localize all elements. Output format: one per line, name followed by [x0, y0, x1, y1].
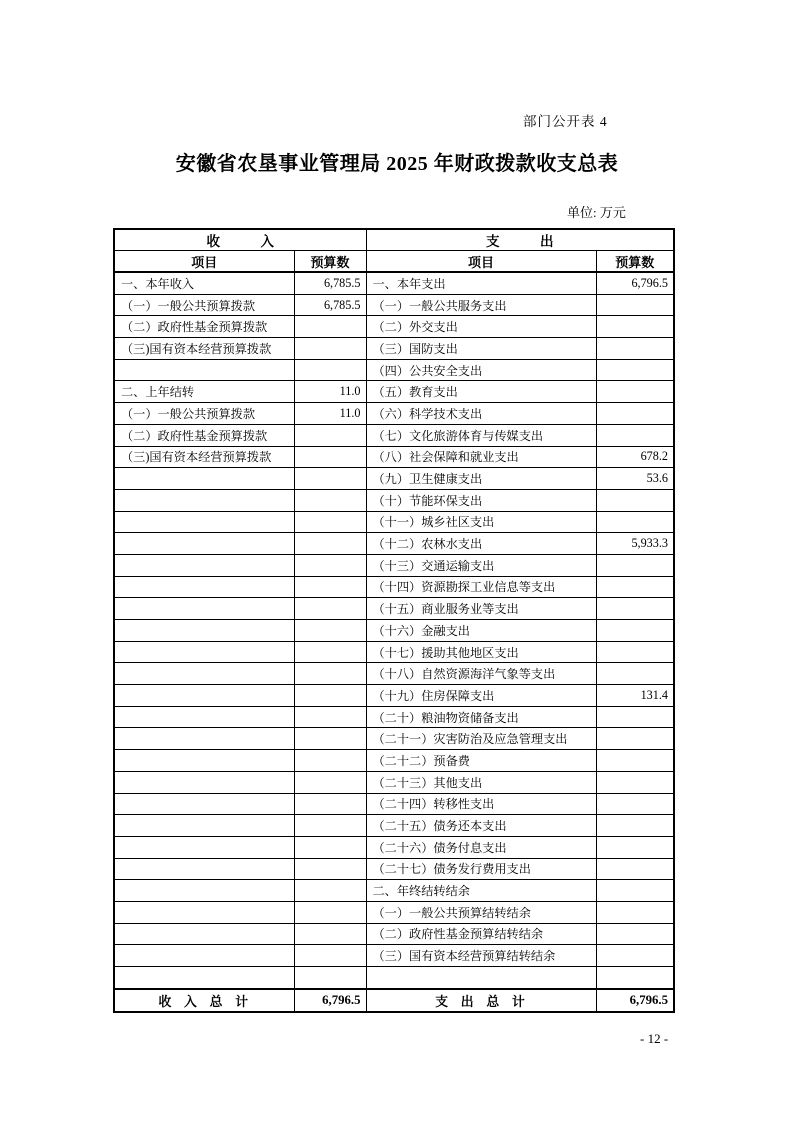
table-row	[114, 728, 674, 750]
expenditure-item-cell: （二）政府性基金预算结转结余	[366, 923, 596, 945]
income-item-cell: （一）一般公共预算拨款	[114, 294, 294, 316]
income-item-cell	[114, 489, 294, 511]
income-item-cell	[114, 750, 294, 772]
expenditure-item-cell: （九）卫生健康支出	[366, 468, 596, 490]
expenditure-item-cell: （十三）交通运输支出	[366, 554, 596, 576]
unit-label: 单位: 万元	[567, 205, 626, 220]
expenditure-value-cell	[596, 901, 674, 923]
expenditure-value-cell: 678.2	[596, 446, 674, 468]
expenditure-value-cell	[596, 858, 674, 880]
expenditure-item-cell: （六）科学技术支出	[366, 403, 596, 425]
income-value-cell	[294, 663, 366, 685]
income-item-cell: （三)国有资本经营预算拨款	[114, 338, 294, 360]
income-section-header: 收 入	[114, 229, 366, 251]
expenditure-budget-col-header: 预算数	[596, 251, 674, 273]
expenditure-value-cell	[596, 359, 674, 381]
expenditure-item-cell: （二十二）预备费	[366, 750, 596, 772]
expenditure-item-col-header: 项目	[366, 251, 596, 273]
expenditure-value-cell: 6,796.5	[596, 272, 674, 294]
expenditure-value-cell	[596, 967, 674, 989]
expenditure-value-cell	[596, 771, 674, 793]
table-row	[114, 468, 674, 490]
table-row	[114, 815, 674, 837]
income-item-cell	[114, 836, 294, 858]
income-value-cell	[294, 706, 366, 728]
income-item-cell: （三)国有资本经营预算拨款	[114, 446, 294, 468]
table-row	[114, 511, 674, 533]
expenditure-value-cell	[596, 728, 674, 750]
expenditure-value-cell	[596, 880, 674, 902]
table-row	[114, 338, 674, 360]
income-value-cell	[294, 641, 366, 663]
expenditure-item-cell: （二）外交支出	[366, 316, 596, 338]
expenditure-item-cell: 二、年终结转结余	[366, 880, 596, 902]
table-row	[114, 858, 674, 880]
table-row	[114, 641, 674, 663]
expenditure-item-cell: （十九）住房保障支出	[366, 685, 596, 707]
table-row	[114, 793, 674, 815]
income-budget-col-header: 预算数	[294, 251, 366, 273]
income-item-cell	[114, 641, 294, 663]
income-item-cell	[114, 598, 294, 620]
expenditure-value-cell	[596, 294, 674, 316]
table-body	[114, 272, 674, 989]
income-value-cell	[294, 533, 366, 555]
income-item-cell	[114, 663, 294, 685]
expenditure-item-cell: （二十五）债务还本支出	[366, 815, 596, 837]
page-title: 安徽省农垦事业管理局 2025 年财政拨款收支总表	[175, 153, 619, 175]
income-item-col-header: 项目	[114, 251, 294, 273]
income-item-cell	[114, 576, 294, 598]
income-value-cell	[294, 901, 366, 923]
income-value-cell	[294, 338, 366, 360]
income-item-cell: 一、本年收入	[114, 272, 294, 294]
income-item-cell: （二）政府性基金预算拨款	[114, 424, 294, 446]
expenditure-item-cell: 一、本年支出	[366, 272, 596, 294]
table-row	[114, 533, 674, 555]
income-value-cell	[294, 620, 366, 642]
table-row	[114, 489, 674, 511]
income-value-cell	[294, 945, 366, 967]
expenditure-total-value: 6,796.5	[596, 989, 674, 1012]
expenditure-value-cell	[596, 338, 674, 360]
income-item-cell	[114, 533, 294, 555]
expenditure-value-cell	[596, 945, 674, 967]
income-value-cell	[294, 489, 366, 511]
expenditure-value-cell	[596, 489, 674, 511]
expenditure-total-label: 支 出 总 计	[366, 989, 596, 1012]
income-value-cell	[294, 728, 366, 750]
income-item-cell: 二、上年结转	[114, 381, 294, 403]
income-value-cell	[294, 923, 366, 945]
table-row	[114, 403, 674, 425]
income-value-cell	[294, 836, 366, 858]
income-item-cell	[114, 815, 294, 837]
income-item-cell	[114, 901, 294, 923]
table-row	[114, 945, 674, 967]
income-item-cell	[114, 554, 294, 576]
expenditure-item-cell: （十六）金融支出	[366, 620, 596, 642]
income-value-cell	[294, 598, 366, 620]
income-item-cell	[114, 620, 294, 642]
expenditure-item-cell: （十）节能环保支出	[366, 489, 596, 511]
income-value-cell	[294, 771, 366, 793]
expenditure-item-cell: （一）一般公共预算结转结余	[366, 901, 596, 923]
income-item-cell	[114, 706, 294, 728]
income-value-cell	[294, 858, 366, 880]
income-value-cell: 6,785.5	[294, 294, 366, 316]
income-value-cell: 11.0	[294, 403, 366, 425]
table-row	[114, 316, 674, 338]
income-value-cell	[294, 424, 366, 446]
expenditure-item-cell: （五）教育支出	[366, 381, 596, 403]
table-row	[114, 901, 674, 923]
expenditure-value-cell	[596, 316, 674, 338]
table-row	[114, 880, 674, 902]
expenditure-item-cell: （三）国有资本经营预算结转结余	[366, 945, 596, 967]
expenditure-value-cell	[596, 576, 674, 598]
expenditure-value-cell	[596, 706, 674, 728]
income-item-cell	[114, 967, 294, 989]
expenditure-value-cell	[596, 641, 674, 663]
expenditure-value-cell	[596, 598, 674, 620]
table-row	[114, 685, 674, 707]
expenditure-value-cell	[596, 923, 674, 945]
income-item-cell	[114, 468, 294, 490]
expenditure-value-cell	[596, 663, 674, 685]
income-item-cell: （一）一般公共预算拨款	[114, 403, 294, 425]
table-row	[114, 576, 674, 598]
income-value-cell: 11.0	[294, 381, 366, 403]
table-row	[114, 294, 674, 316]
expenditure-section-header: 支 出	[366, 229, 674, 251]
table-row	[114, 923, 674, 945]
table-row	[114, 359, 674, 381]
table-header	[114, 229, 674, 272]
income-item-cell	[114, 511, 294, 533]
expenditure-item-cell: （二十六）债务付息支出	[366, 836, 596, 858]
expenditure-value-cell	[596, 836, 674, 858]
table-row	[114, 706, 674, 728]
expenditure-item-cell: （十五）商业服务业等支出	[366, 598, 596, 620]
income-value-cell	[294, 316, 366, 338]
page-number: - 12 -	[640, 1031, 669, 1046]
expenditure-value-cell	[596, 750, 674, 772]
table-row	[114, 424, 674, 446]
expenditure-value-cell	[596, 381, 674, 403]
table-row	[114, 836, 674, 858]
expenditure-value-cell: 131.4	[596, 685, 674, 707]
table-row	[114, 381, 674, 403]
budget-table	[113, 228, 675, 1013]
expenditure-value-cell	[596, 793, 674, 815]
expenditure-item-cell: （三）国防支出	[366, 338, 596, 360]
column-header-row	[114, 251, 674, 273]
table-row	[114, 554, 674, 576]
income-value-cell	[294, 685, 366, 707]
income-total-value: 6,796.5	[294, 989, 366, 1012]
expenditure-value-cell: 53.6	[596, 468, 674, 490]
income-value-cell	[294, 815, 366, 837]
expenditure-value-cell	[596, 511, 674, 533]
table-row	[114, 446, 674, 468]
doc-form-label: 部门公开表 4	[523, 114, 608, 129]
expenditure-item-cell: （二十三）其他支出	[366, 771, 596, 793]
expenditure-item-cell: （七）文化旅游体育与传媒支出	[366, 424, 596, 446]
income-item-cell	[114, 771, 294, 793]
expenditure-value-cell: 5,933.3	[596, 533, 674, 555]
income-item-cell	[114, 359, 294, 381]
income-value-cell	[294, 750, 366, 772]
income-item-cell	[114, 685, 294, 707]
income-value-cell	[294, 793, 366, 815]
income-item-cell	[114, 880, 294, 902]
table-footer	[114, 989, 674, 1012]
income-item-cell	[114, 858, 294, 880]
expenditure-value-cell	[596, 424, 674, 446]
expenditure-item-cell: （二十）粮油物资储备支出	[366, 706, 596, 728]
table-row	[114, 598, 674, 620]
expenditure-item-cell	[366, 967, 596, 989]
income-value-cell	[294, 359, 366, 381]
expenditure-item-cell: （八）社会保障和就业支出	[366, 446, 596, 468]
income-value-cell	[294, 511, 366, 533]
income-value-cell	[294, 880, 366, 902]
expenditure-item-cell: （十八）自然资源海洋气象等支出	[366, 663, 596, 685]
table-row	[114, 750, 674, 772]
expenditure-value-cell	[596, 403, 674, 425]
table-row	[114, 620, 674, 642]
expenditure-value-cell	[596, 815, 674, 837]
expenditure-item-cell: （十二）农林水支出	[366, 533, 596, 555]
income-value-cell	[294, 554, 366, 576]
table-row	[114, 272, 674, 294]
income-total-label: 收 入 总 计	[114, 989, 294, 1012]
income-item-cell	[114, 793, 294, 815]
table-row	[114, 967, 674, 989]
section-header-row	[114, 229, 674, 251]
table-row	[114, 663, 674, 685]
total-row	[114, 989, 674, 1012]
income-value-cell	[294, 446, 366, 468]
expenditure-item-cell: （四）公共安全支出	[366, 359, 596, 381]
expenditure-item-cell: （十七）援助其他地区支出	[366, 641, 596, 663]
expenditure-item-cell: （十四）资源勘探工业信息等支出	[366, 576, 596, 598]
expenditure-item-cell: （二十一）灾害防治及应急管理支出	[366, 728, 596, 750]
expenditure-value-cell	[596, 554, 674, 576]
expenditure-item-cell: （二十七）债务发行费用支出	[366, 858, 596, 880]
expenditure-item-cell: （一）一般公共服务支出	[366, 294, 596, 316]
income-value-cell: 6,785.5	[294, 272, 366, 294]
expenditure-value-cell	[596, 620, 674, 642]
income-item-cell	[114, 923, 294, 945]
income-item-cell: （二）政府性基金预算拨款	[114, 316, 294, 338]
expenditure-item-cell: （十一）城乡社区支出	[366, 511, 596, 533]
income-value-cell	[294, 576, 366, 598]
income-item-cell	[114, 945, 294, 967]
income-item-cell	[114, 728, 294, 750]
income-value-cell	[294, 468, 366, 490]
expenditure-item-cell: （二十四）转移性支出	[366, 793, 596, 815]
table-row	[114, 771, 674, 793]
income-value-cell	[294, 967, 366, 989]
